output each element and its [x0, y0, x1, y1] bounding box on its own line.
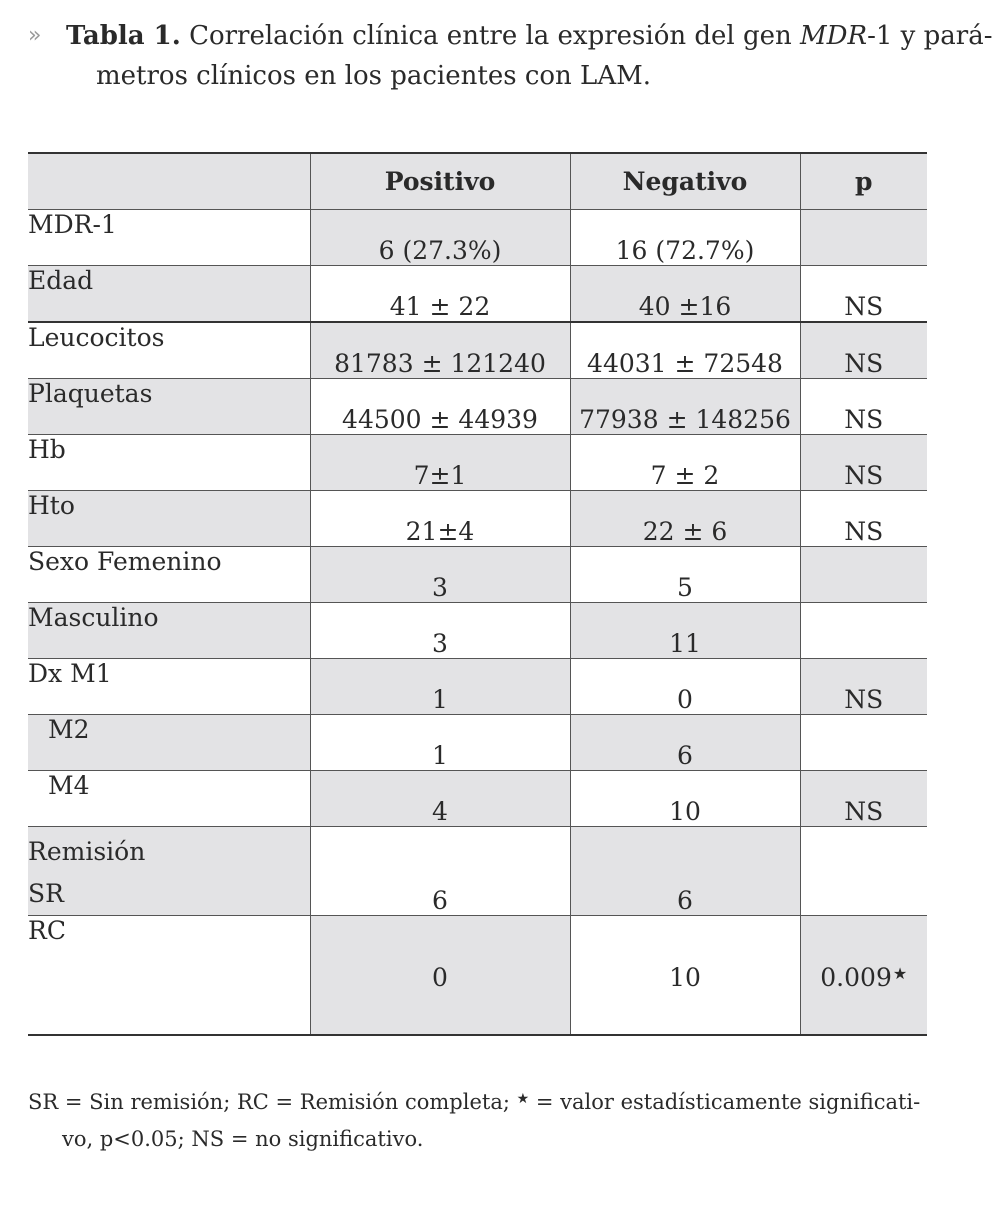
row-label: RC [28, 916, 310, 1036]
header-empty [28, 153, 310, 210]
cell-negativo: 0 [570, 659, 800, 715]
table-row [28, 547, 927, 603]
cell-positivo: 1 [310, 715, 570, 771]
cell-negativo: 6 [570, 827, 800, 916]
row-label: Sexo Femenino [28, 547, 310, 603]
cell-p [800, 827, 927, 916]
row-label: MDR-1 [28, 210, 310, 266]
table-row [28, 771, 927, 827]
cell-negativo: 7 ± 2 [570, 435, 800, 491]
caption-text-before: Correlación clínica entre la expresión del gen [180, 21, 801, 51]
cell-positivo: 41 ± 22 [310, 266, 570, 323]
caption-label: Tabla 1. [66, 21, 181, 51]
table-row [28, 603, 927, 659]
table-row [28, 715, 927, 771]
table-row [28, 210, 927, 266]
row-label: Plaquetas [28, 379, 310, 435]
cell-p [800, 916, 927, 1036]
caption-line-2: metros clínicos en los pacientes con LAM. [96, 61, 651, 91]
cell-p [800, 603, 927, 659]
cell-p: NS [800, 266, 927, 323]
cell-negativo: 16 (72.7%) [570, 210, 800, 266]
cell-p: NS [800, 379, 927, 435]
cell-p [800, 715, 927, 771]
significance-star-icon: ★ [892, 963, 908, 983]
data-table [28, 152, 927, 1036]
cell-positivo: 6 [310, 827, 570, 916]
cell-positivo: 81783 ± 121240 [310, 322, 570, 379]
table-row [28, 827, 927, 916]
cell-p: NS [800, 435, 927, 491]
cell-positivo: 44500 ± 44939 [310, 379, 570, 435]
row-label-line-2: SR [28, 879, 64, 908]
table-row [28, 491, 927, 547]
header-p: p [800, 153, 927, 210]
cell-positivo: 1 [310, 659, 570, 715]
row-label-line-1: Remisión [28, 837, 146, 866]
cell-positivo: 0 [310, 916, 570, 1036]
cell-p: NS [800, 491, 927, 547]
cell-negativo: 77938 ± 148256 [570, 379, 800, 435]
footnote-text-b: = valor estadísticamente significati- [529, 1090, 921, 1114]
table-header-row [28, 153, 927, 210]
caption-line-1 [66, 16, 992, 56]
table-row [28, 379, 927, 435]
cell-negativo: 40 ±16 [570, 266, 800, 323]
cell-negativo: 44031 ± 72548 [570, 322, 800, 379]
row-label: Dx M1 [28, 659, 310, 715]
row-label: Leucocitos [28, 322, 310, 379]
cell-p-value: 0.009 [820, 962, 892, 992]
row-label: Hto [28, 491, 310, 547]
cell-p: NS [800, 322, 927, 379]
table-row [28, 266, 927, 323]
cell-positivo: 21±4 [310, 491, 570, 547]
cell-p [800, 547, 927, 603]
cell-positivo: 6 (27.3%) [310, 210, 570, 266]
footnote-line-1 [28, 1080, 920, 1121]
cell-positivo: 7±1 [310, 435, 570, 491]
cell-p [800, 210, 927, 266]
table-row [28, 659, 927, 715]
header-negativo: Negativo [570, 153, 800, 210]
cell-negativo: 22 ± 6 [570, 491, 800, 547]
cell-positivo: 3 [310, 547, 570, 603]
cell-positivo: 4 [310, 771, 570, 827]
row-label: M2 [28, 715, 310, 771]
cell-negativo: 6 [570, 715, 800, 771]
caption-gene: MDR [800, 21, 868, 51]
table-row [28, 916, 927, 1036]
caption-text-after: -1 y pará- [867, 21, 992, 51]
cell-positivo: 3 [310, 603, 570, 659]
caption-bullet-icon: » [28, 23, 42, 48]
row-label: Hb [28, 435, 310, 491]
table-row [28, 322, 927, 379]
cell-negativo: 10 [570, 916, 800, 1036]
row-label: Edad [28, 266, 310, 323]
row-label: Masculino [28, 603, 310, 659]
footnote-text-a: SR = Sin remisión; RC = Remisión completa; [28, 1090, 517, 1114]
table-row [28, 435, 927, 491]
cell-p: NS [800, 771, 927, 827]
cell-negativo: 5 [570, 547, 800, 603]
footnote-star-icon: ★ [516, 1091, 530, 1107]
row-label: M4 [28, 771, 310, 827]
header-positivo: Positivo [310, 153, 570, 210]
row-label [28, 827, 310, 916]
cell-negativo: 11 [570, 603, 800, 659]
footnote-line-2: vo, p<0.05; NS = no significativo. [62, 1127, 424, 1151]
cell-p: NS [800, 659, 927, 715]
cell-negativo: 10 [570, 771, 800, 827]
